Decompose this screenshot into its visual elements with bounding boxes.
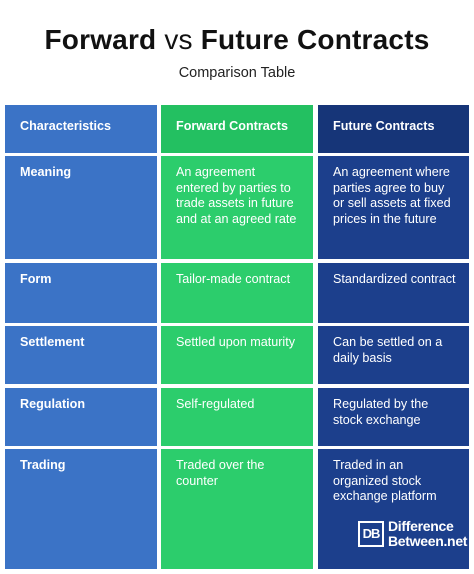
header-forward-contracts: Forward Contracts xyxy=(161,105,313,153)
page-subtitle: Comparison Table xyxy=(178,65,296,81)
forward-regulation: Self-regulated xyxy=(161,388,313,446)
header-future-contracts: Future Contracts xyxy=(318,105,469,153)
row-label-trading: Trading xyxy=(5,449,157,569)
future-regulation: Regulated by the stock exchange xyxy=(318,388,469,446)
forward-meaning: An agreement entered by parties to trade assets in future and at an agreed rate xyxy=(161,156,313,259)
page-title xyxy=(0,24,474,56)
row-label-regulation: Regulation xyxy=(5,388,157,446)
forward-settlement: Settled upon maturity xyxy=(161,326,313,384)
future-meaning: An agreement where parties agree to buy or sell assets at fixed prices in the future xyxy=(318,156,469,259)
row-label-form: Form xyxy=(5,263,157,323)
logo-line-1: Difference xyxy=(388,518,454,534)
row-label-meaning: Meaning xyxy=(5,156,157,259)
db-logo-icon: DB xyxy=(358,521,384,547)
forward-form: Tailor-made contract xyxy=(161,263,313,323)
future-trading: Traded in an organized stock exchange platform xyxy=(318,449,469,569)
differencebetween-logo xyxy=(358,518,468,552)
header-characteristics: Characteristics xyxy=(5,105,157,153)
title-forward: Forward xyxy=(44,24,157,55)
future-form: Standardized contract xyxy=(318,263,469,323)
title-future: Future Contracts xyxy=(200,24,430,55)
logo-line-2: Between.net xyxy=(388,533,468,549)
logo-wordmark xyxy=(388,519,467,549)
future-settlement: Can be settled on a daily basis xyxy=(318,326,469,384)
row-label-settlement: Settlement xyxy=(5,326,157,384)
title-vs: vs xyxy=(164,24,193,55)
forward-trading: Traded over the counter xyxy=(161,449,313,569)
